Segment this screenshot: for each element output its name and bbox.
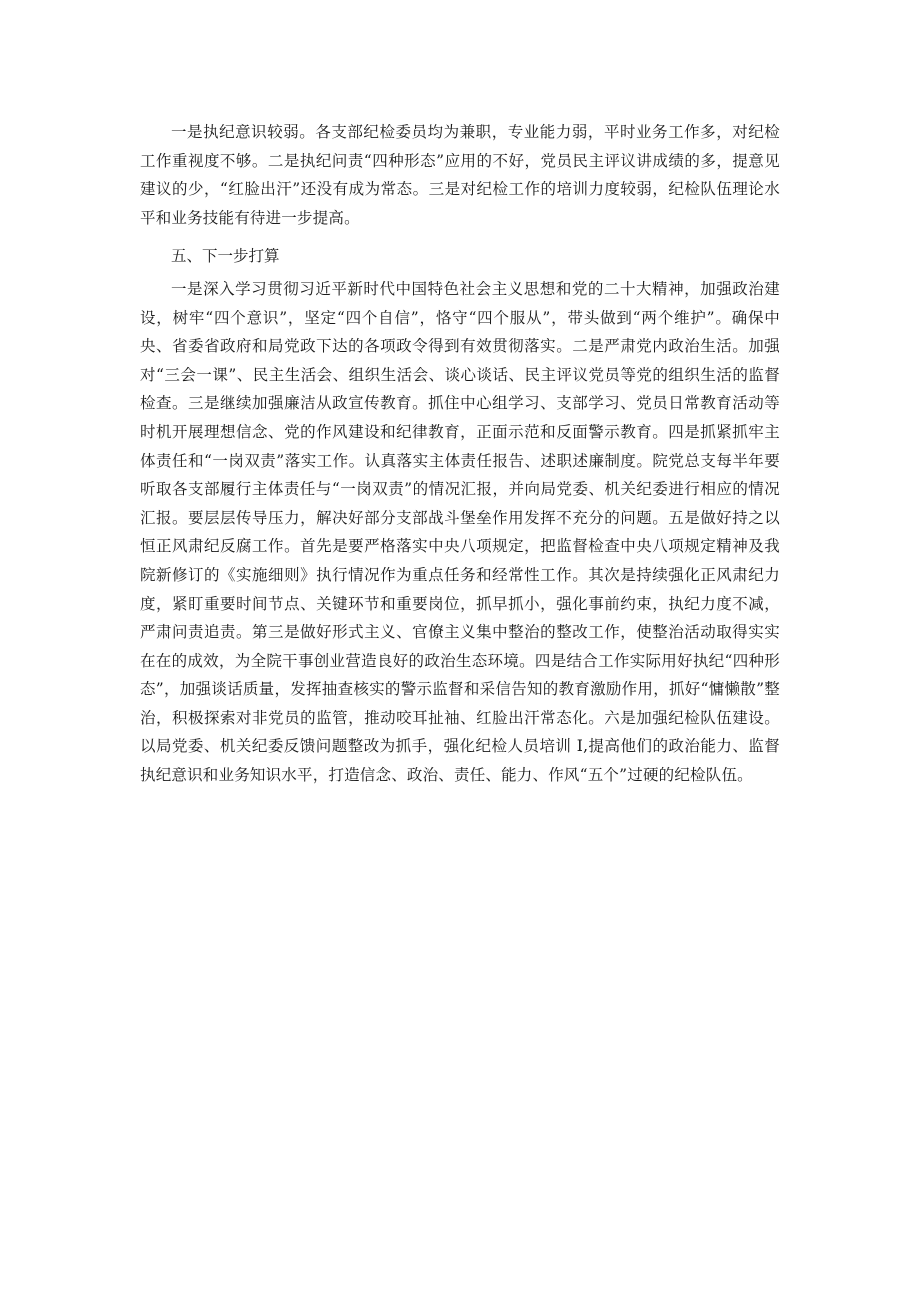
document-page bbox=[140, 118, 780, 790]
paragraph-weaknesses: 一是执纪意识较弱。各支部纪检委员均为兼职，专业能力弱，平时业务工作多，对纪检工作重视度不够。二是执纪问责“四种形态”应用的不好，党员民主评议讲成绩的多，提意见建议的少，“红脸出汗”还没有成为常态。三是对纪检工作的培训力度较弱，纪检队伍理论水平和业务技能有待进一步提高。 bbox=[140, 123, 780, 227]
paragraph-next-steps: 一是深入学习贯彻习近平新时代中国特色社会主义思想和党的二十大精神，加强政治建设，树牢“四个意识”，坚定“四个自信”，恪守“四个服从”，带头做到“两个维护”。确保中央、省委省政府和局党政下达的各项政令得到有效贯彻落实。二是严肃党内政治生活。加强对“三会一课”、民主生活会、组织生活会、谈心谈话、民主评议党员等党的组织生活的监督检查。三是继续加强廉洁从政宣传教育。抓住中心组学习、支部学习、党员日常教育活动等时机开展理想信念、党的作风建设和纪律教育，正面示范和反面警示教育。四是抓紧抓牢主体责任和“一岗双责”落实工作。认真落实主体责任报告、述职述廉制度。院党总支每半年要听取各支部履行主体责任与“一岗双责”的情况汇报，并向局党委、机关纪委进行相应的情况汇报。要层层传导压力，解决好部分支部战斗堡垒作用发挥不充分的问题。五是做好持之以恒正风肃纪反腐工作。首先是要严格落实中央八项规定，把监督检查中央八项规定精神及我院新修订的《实施细则》执行情况作为重点任务和经常性工作。其次是持续强化正风肃纪力度，紧盯重要时间节点、关键环节和重要岗位，抓早抓小，强化事前约束，执纪力度不减，严肃问责追责。第三是做好形式主义、官僚主义集中整治的整改工作，使整治活动取得实实在在的成效，为全院干事创业营造良好的政治生态环境。四是结合工作实际用好执纪“四种形态”，加强谈话质量，发挥抽查核实的警示监督和采信告知的教育激励作用，抓好“慵懒散”整治，积极探索对非党员的监管，推动咬耳扯袖、红脸出汗常态化。六是加强纪检队伍建设。以局党委、机关纪委反馈问题整改为抓手，强化纪检人员培训 I,提高他们的政治能力、监督执纪意识和业务知识水平，打造信念、政治、责任、能力、作风“五个”过硬的纪检队伍。 bbox=[140, 279, 780, 785]
section-heading-next-steps: 五、下一步打算 bbox=[171, 247, 280, 266]
